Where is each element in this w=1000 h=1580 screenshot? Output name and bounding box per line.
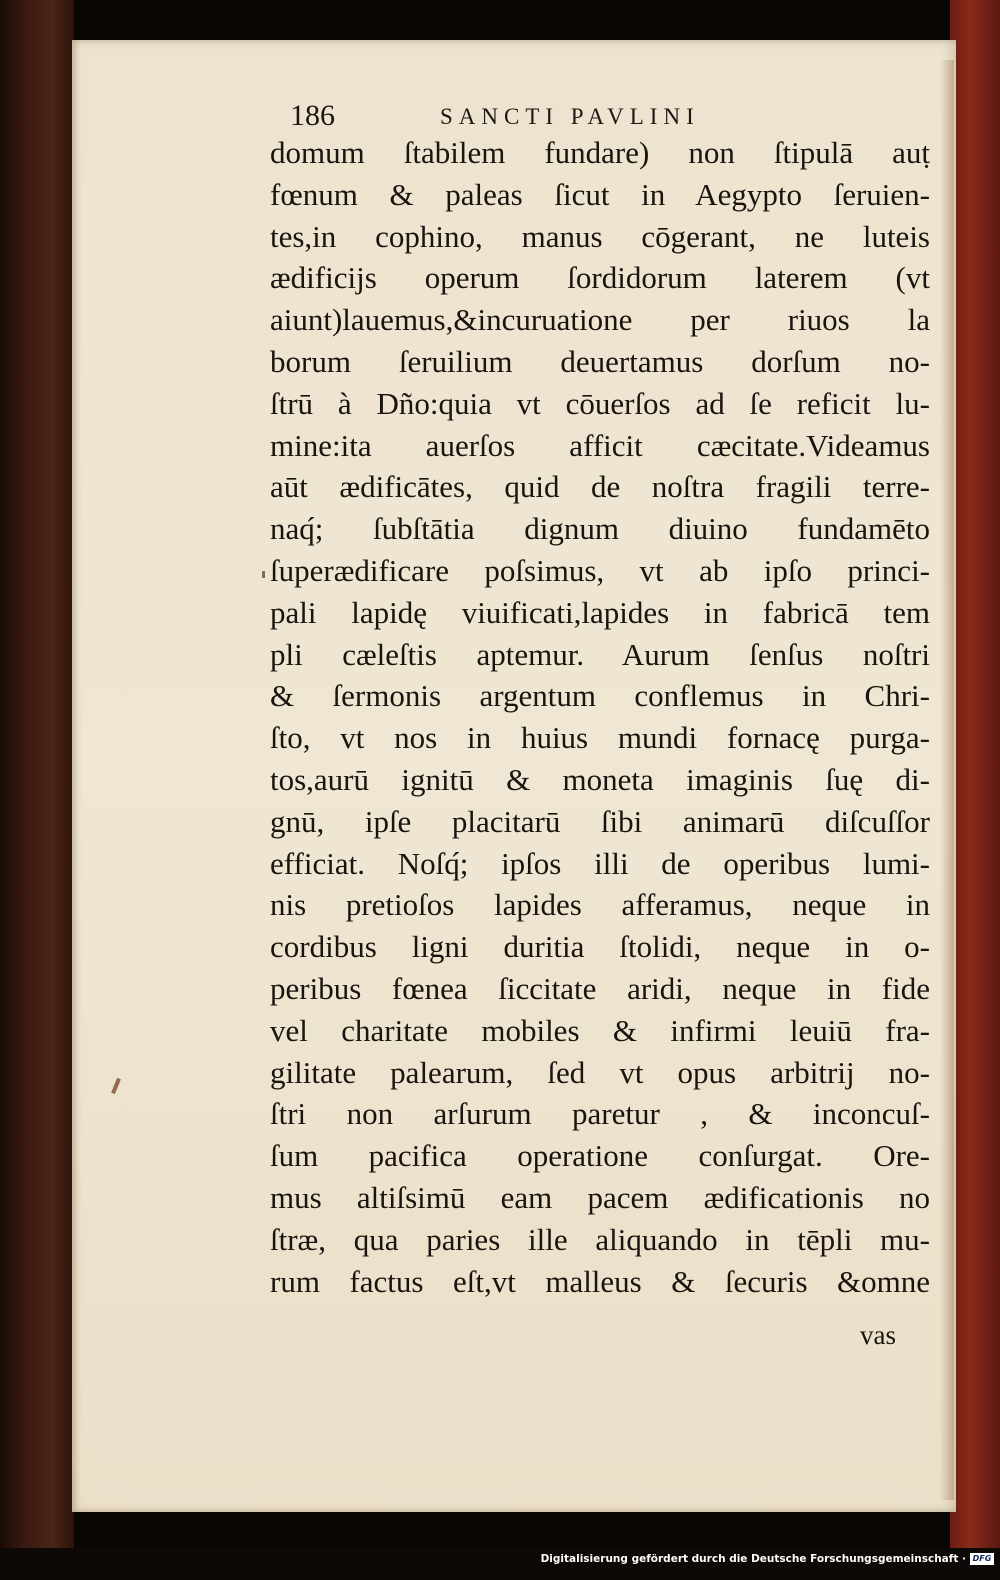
funding-credit: Digitalisierung gefördert durch die Deutsche Forschungsgemeinschaft · [540,1553,966,1565]
running-title: SANCTI PAVLINI [440,104,700,129]
text-line: naq́; ſubſtātia dignum diuino fundamēto [270,511,930,547]
text-line: vel charitate mobiles & infirmi leuiū fra- [270,1012,930,1048]
text-line: nis pretioſos lapides afferamus, neque in [270,887,930,923]
text-line: efficiat. Noſq́; ipſos illi de operibus lumi- [270,845,930,881]
dfg-logo: DFG [970,1553,994,1565]
text-line: ædificijs operum ſordidorum laterem (vt [270,260,930,296]
book-cover-right [950,0,1000,1548]
text-line: aūt ædificātes, quid de noſtra fragili terre- [270,469,930,505]
catchword: vas [860,1320,896,1350]
page-number: 186 [290,99,335,132]
text-line: ſtrū à Dño:quia vt cōuerſos ad ſe reficit lu- [270,385,930,421]
text-line: tes,in cophino, manus cōgerant, ne luteis [270,218,930,254]
ink-mark [262,571,265,578]
text-line: ſto, vt nos in huius mundi fornacę purga- [270,720,930,756]
text-line: aiunt)lauemus,&incuruatione per riuos la [270,302,930,338]
text-line: mine:ita auerſos afficit cæcitate.Videamus [270,427,930,463]
text-line: pali lapidę viuificati,lapides in fabricā tem [270,594,930,630]
text-line: fœnum & paleas ſicut in Aegypto ſeruien- [270,176,930,212]
page-edge-shadow [940,60,954,1500]
text-line: mus altiſsimū eam pacem ædificationis no [270,1179,930,1215]
text-line: pli cæleſtis aptemur. Aurum ſenſus noſtri [270,636,930,672]
text-line: ſtræ, qua paries ille aliquando in tēpli mu- [270,1221,930,1257]
text-line: cordibus ligni duritia ſtolidi, neque in o- [270,929,930,965]
text-line: borum ſeruilium deuertamus dorſum no- [270,343,930,379]
text-line: ſtri non arſurum paretur , & inconcuſ- [270,1096,930,1132]
text-line: gilitate palearum, ſed vt opus arbitrij no- [270,1054,930,1090]
book-cover-left [0,0,74,1548]
text-line: tos,aurū ignitū & moneta imaginis ſuę di- [270,761,930,797]
body-text [270,132,930,1302]
text-line: ſuperædificare poſsimus, vt ab ipſo princi- [270,552,930,588]
text-line: ſum pacifica operatione conſurgat. Ore- [270,1138,930,1174]
text-line: & ſermonis argentum conflemus in Chri- [270,678,930,714]
text-line: rum factus eſt,vt malleus & ſecuris &omne [270,1263,930,1299]
text-line: gnū, ipſe placitarū ſibi animarū diſcuſſor [270,803,930,839]
text-line: domum ſtabilem fundare) non ſtipulā auṭ [270,135,930,170]
text-line: peribus fœnea ſiccitate aridi, neque in fide [270,970,930,1006]
